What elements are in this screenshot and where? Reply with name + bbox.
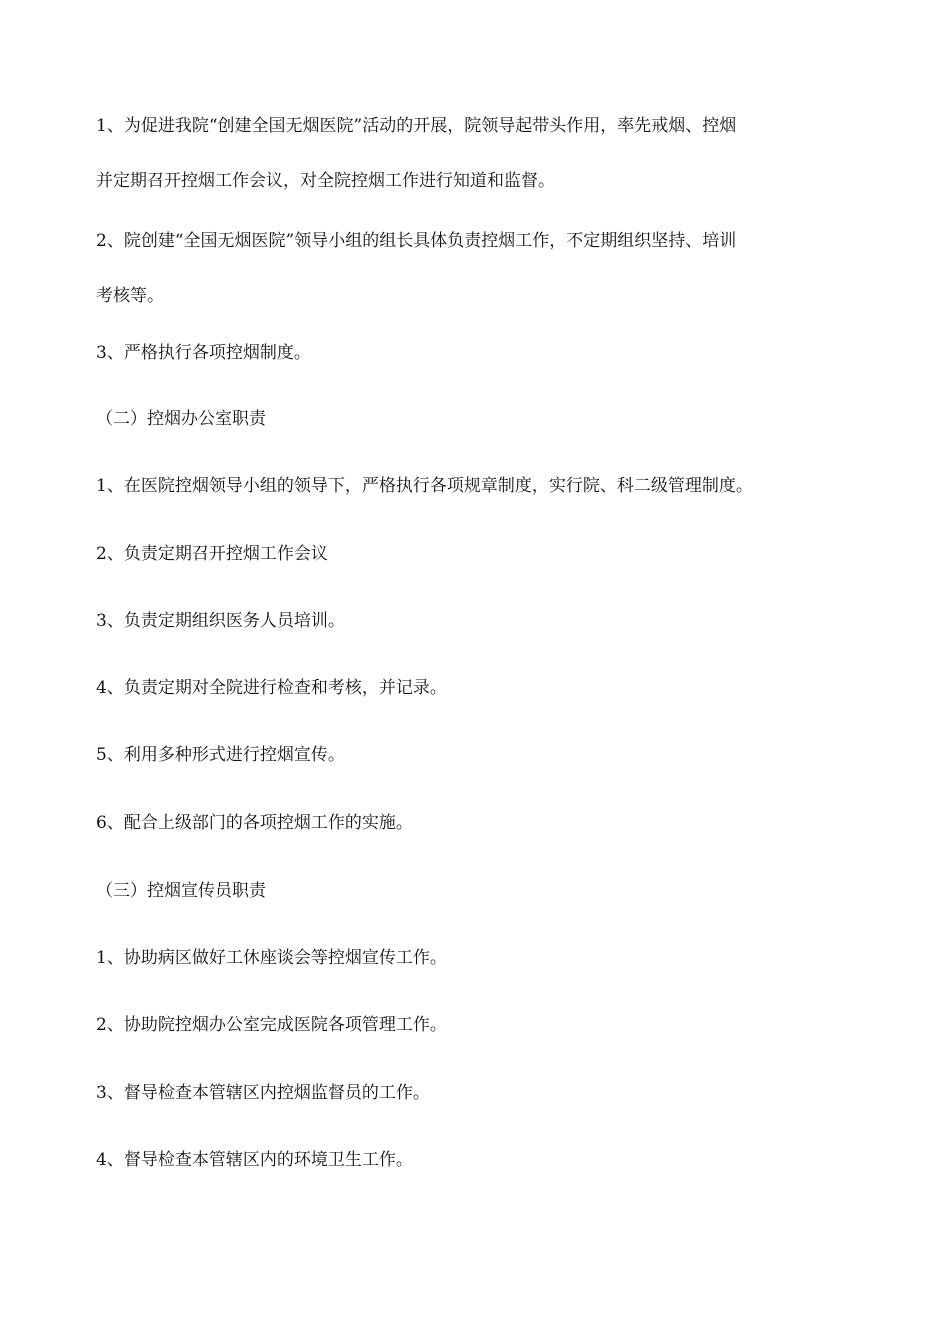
list-item: 3、督导检查本管辖区内控烟监督员的工作。 [96, 1083, 430, 1103]
paragraph-item-2 [96, 214, 856, 324]
paragraph-line: 2、院创建“全国无烟医院”领导小组的组长具体负责控烟工作，不定期组织坚持、培训 [96, 231, 737, 251]
paragraph-line: 1、为促进我院“创建全国无烟医院”活动的开展，院领导起带头作用，率先戒烟、控烟 [96, 116, 737, 136]
paragraph-item-3: 3、严格执行各项控烟制度。 [96, 343, 311, 363]
section-heading-2: （二）控烟办公室职责 [96, 409, 266, 429]
list-item: 1、协助病区做好工休座谈会等控烟宣传工作。 [96, 948, 447, 968]
list-item: 4、负责定期对全院进行检查和考核，并记录。 [96, 678, 447, 698]
list-item: 1、在医院控烟领导小组的领导下，严格执行各项规章制度，实行院、科二级管理制度。 [96, 476, 753, 496]
list-item: 4、督导检查本管辖区内的环境卫生工作。 [96, 1150, 413, 1170]
paragraph-line: 考核等。 [96, 286, 164, 306]
list-item: 3、负责定期组织医务人员培训。 [96, 611, 345, 631]
section-heading-3: （三）控烟宣传员职责 [96, 881, 266, 901]
list-item: 6、配合上级部门的各项控烟工作的实施。 [96, 813, 413, 833]
paragraph-line: 并定期召开控烟工作会议，对全院控烟工作进行知道和监督。 [96, 171, 555, 191]
list-item: 2、协助院控烟办公室完成医院各项管理工作。 [96, 1015, 447, 1035]
paragraph-item-1 [96, 99, 856, 209]
list-item: 5、利用多种形式进行控烟宣传。 [96, 745, 345, 765]
list-item: 2、负责定期召开控烟工作会议 [96, 544, 328, 564]
